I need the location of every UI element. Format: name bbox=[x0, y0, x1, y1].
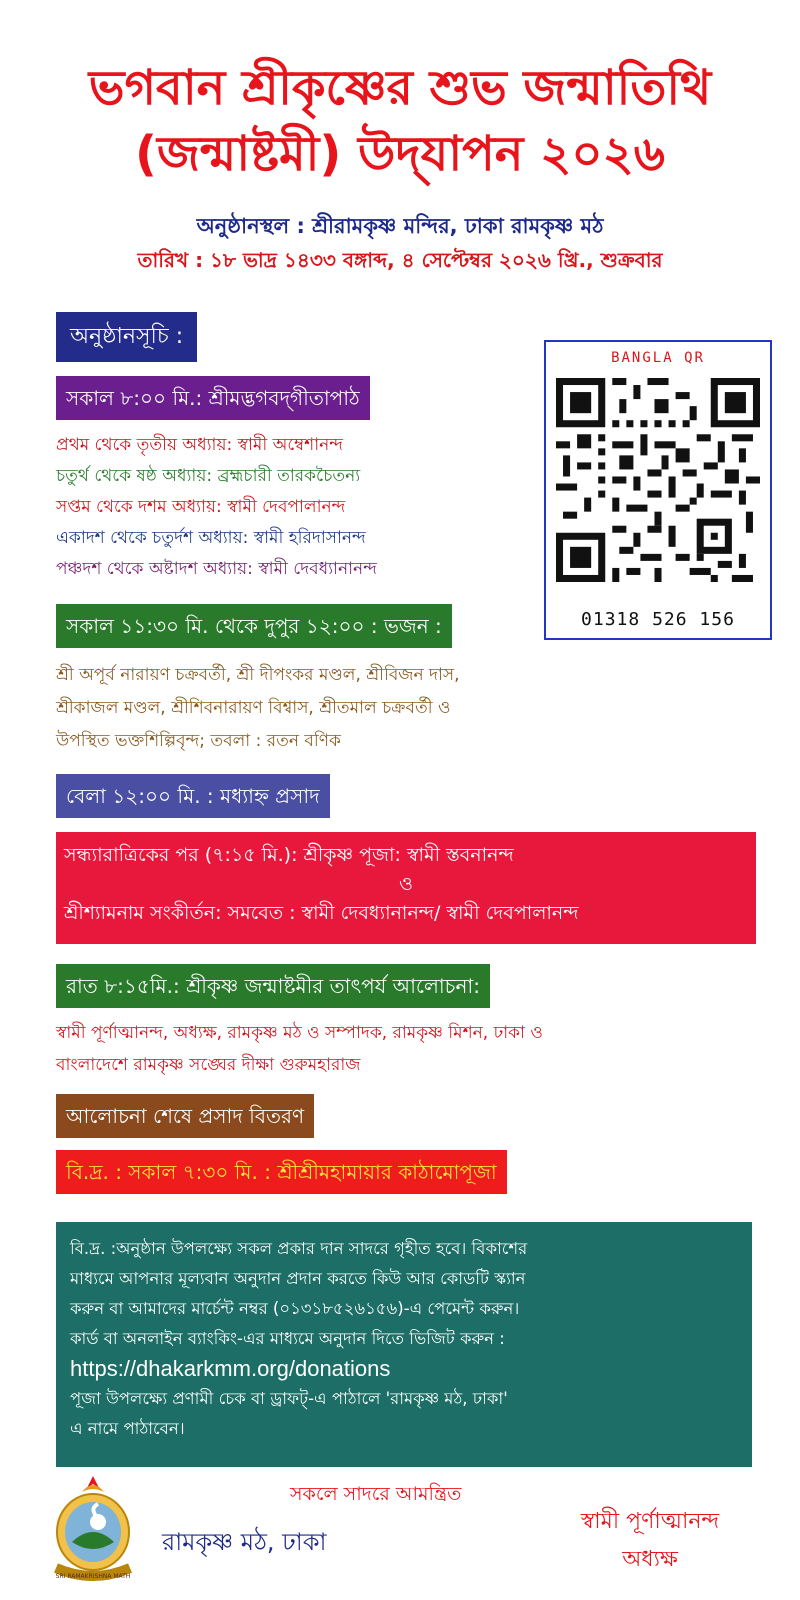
date-text: তারিখ : ১৮ ভাদ্র ১৪৩৩ বঙ্গাব্দ, ৪ সেপ্টেম্বর ২০২৬ খ্রি., শুক্রবার bbox=[137, 248, 663, 272]
bhajan-line-1: শ্রী অপূর্ব নারায়ণ চক্রবর্তী, শ্রী দীপংকর মণ্ডল, শ্রীবিজন দাস, bbox=[56, 665, 460, 685]
puja-line-1: সন্ধ্যারাত্রিকের পর (৭:১৫ মি.): শ্রীকৃষ্ণ পূজা: স্বামী স্তবনানন্দ bbox=[64, 844, 514, 866]
gita-line-2: চতুর্থ থেকে ষষ্ঠ অধ্যায়: ব্রহ্মচারী তারকচৈতন্য bbox=[56, 466, 361, 486]
qr-label: BANGLA QR bbox=[611, 350, 705, 366]
signer-name: স্বামী পূর্ণাত্মানন্দ bbox=[580, 1509, 720, 1534]
discussion-line-1: স্বামী পূর্ণাত্মানন্দ, অধ্যক্ষ, রামকৃষ্ণ মঠ ও সম্পাদক, রামকৃষ্ণ মিশন, ঢাকা ও bbox=[56, 1023, 543, 1043]
ramakrishna-math-logo bbox=[52, 1472, 134, 1586]
nb-morning-heading: বি.দ্র. : সকাল ৭:৩০ মি. : শ্রীশ্রীমহামায়ার কাঠামোপূজা bbox=[56, 1150, 507, 1194]
gita-line-3: সপ্তম থেকে দশম অধ্যায়: স্বামী দেবপালানন্দ bbox=[56, 497, 346, 517]
puja-line-2: শ্রীশ্যামনাম সংকীর্তন: সমবেত : স্বামী দেবধ্যানানন্দ/ স্বামী দেবপালানন্দ bbox=[64, 902, 579, 924]
end-prasad-heading: আলোচনা শেষে প্রসাদ বিতরণ bbox=[56, 1094, 314, 1138]
gita-line-1: প্রথম থেকে তৃতীয় অধ্যায়: স্বামী অম্বেশানন্দ bbox=[56, 435, 343, 455]
merchant-phone: 01318 526 156 bbox=[581, 609, 735, 630]
gita-line-5: পঞ্চদশ থেকে অষ্টাদশ অধ্যায়: স্বামী দেবধ্যানানন্দ bbox=[56, 559, 377, 579]
donation-line-2: মাধ্যমে আপনার মূল্যবান অনুদান প্রদান করতে কিউ আর কোডটি স্ক্যান bbox=[70, 1269, 526, 1288]
gita-line-4: একাদশ থেকে চতুর্দশ অধ্যায়: স্বামী হরিদাসানন্দ bbox=[56, 528, 366, 548]
qr-code-icon bbox=[556, 378, 760, 582]
donation-line-5: পূজা উপলক্ষ্যে প্রণামী চেক বা ড্রাফট্-এ পাঠালে 'রামকৃষ্ণ মঠ, ঢাকা' bbox=[70, 1389, 508, 1408]
donation-link[interactable]: https://dhakarkmm.org/donations bbox=[70, 1356, 391, 1381]
donation-line-6: এ নামে পাঠাবেন। bbox=[70, 1419, 185, 1438]
invite-text: সকলে সাদরে আমন্ত্রিত bbox=[290, 1483, 462, 1505]
noon-prasad-heading: বেলা ১২:০০ মি. : মধ্যাহ্ন প্রসাদ bbox=[56, 774, 330, 818]
donation-line-3: করুন বা আমাদের মার্চেন্ট নম্বর (০১৩১৮৫২৬১৫৬)-এ পেমেন্ট করুন। bbox=[70, 1299, 520, 1318]
donation-line-1: বি.দ্র. :অনুষ্ঠান উপলক্ষ্যে সকল প্রকার দান সাদরে গৃহীত হবে। বিকাশের bbox=[70, 1239, 528, 1258]
donation-line-4: কার্ড বা অনলাইন ব্যাংকিং-এর মাধ্যমে অনুদান দিতে ভিজিট করুন : bbox=[70, 1329, 505, 1348]
page-title-line2: (জন্মাষ্টমী) উদ্‌যাপন ২০২৬ bbox=[135, 126, 665, 182]
page-title-line1: ভগবান শ্রীকৃষ্ণের শুভ জন্মাতিথি bbox=[88, 60, 712, 116]
bhajan-line-3: উপস্থিত ভক্তশিল্পিবৃন্দ; তবলা : রতন বণিক bbox=[56, 731, 341, 751]
donation-note bbox=[56, 1222, 752, 1467]
puja-and: ও bbox=[399, 873, 413, 895]
qr-panel bbox=[544, 340, 772, 640]
gita-heading: সকাল ৮:০০ মি.: শ্রীমদ্ভগবদ্‌গীতাপাঠ bbox=[56, 376, 370, 420]
bhajan-heading: সকাল ১১:৩০ মি. থেকে দুপুর ১২:০০ : ভজন : bbox=[56, 604, 452, 648]
bhajan-line-2: শ্রীকাজল মণ্ডল, শ্রীশিবনারায়ণ বিশ্বাস, শ্রীতমাল চক্রবর্তী ও bbox=[56, 698, 451, 718]
org-name: রামকৃষ্ণ মঠ, ঢাকা bbox=[162, 1528, 327, 1556]
venue-text: অনুষ্ঠানস্থল : শ্রীরামকৃষ্ণ মন্দির, ঢাকা রামকৃষ্ণ মঠ bbox=[196, 214, 604, 238]
puja-box bbox=[56, 832, 756, 944]
discussion-heading: রাত ৮:১৫মি.: শ্রীকৃষ্ণ জন্মাষ্টমীর তাৎপর্য আলোচনা: bbox=[56, 964, 490, 1008]
program-heading: অনুষ্ঠানসূচি : bbox=[56, 312, 197, 362]
signer-title: অধ্যক্ষ bbox=[622, 1547, 678, 1572]
logo-text: SRI RAMAKRISHNA MATH bbox=[55, 1573, 131, 1580]
discussion-line-2: বাংলাদেশে রামকৃষ্ণ সঙ্ঘের দীক্ষা গুরুমহারাজ bbox=[56, 1055, 361, 1075]
